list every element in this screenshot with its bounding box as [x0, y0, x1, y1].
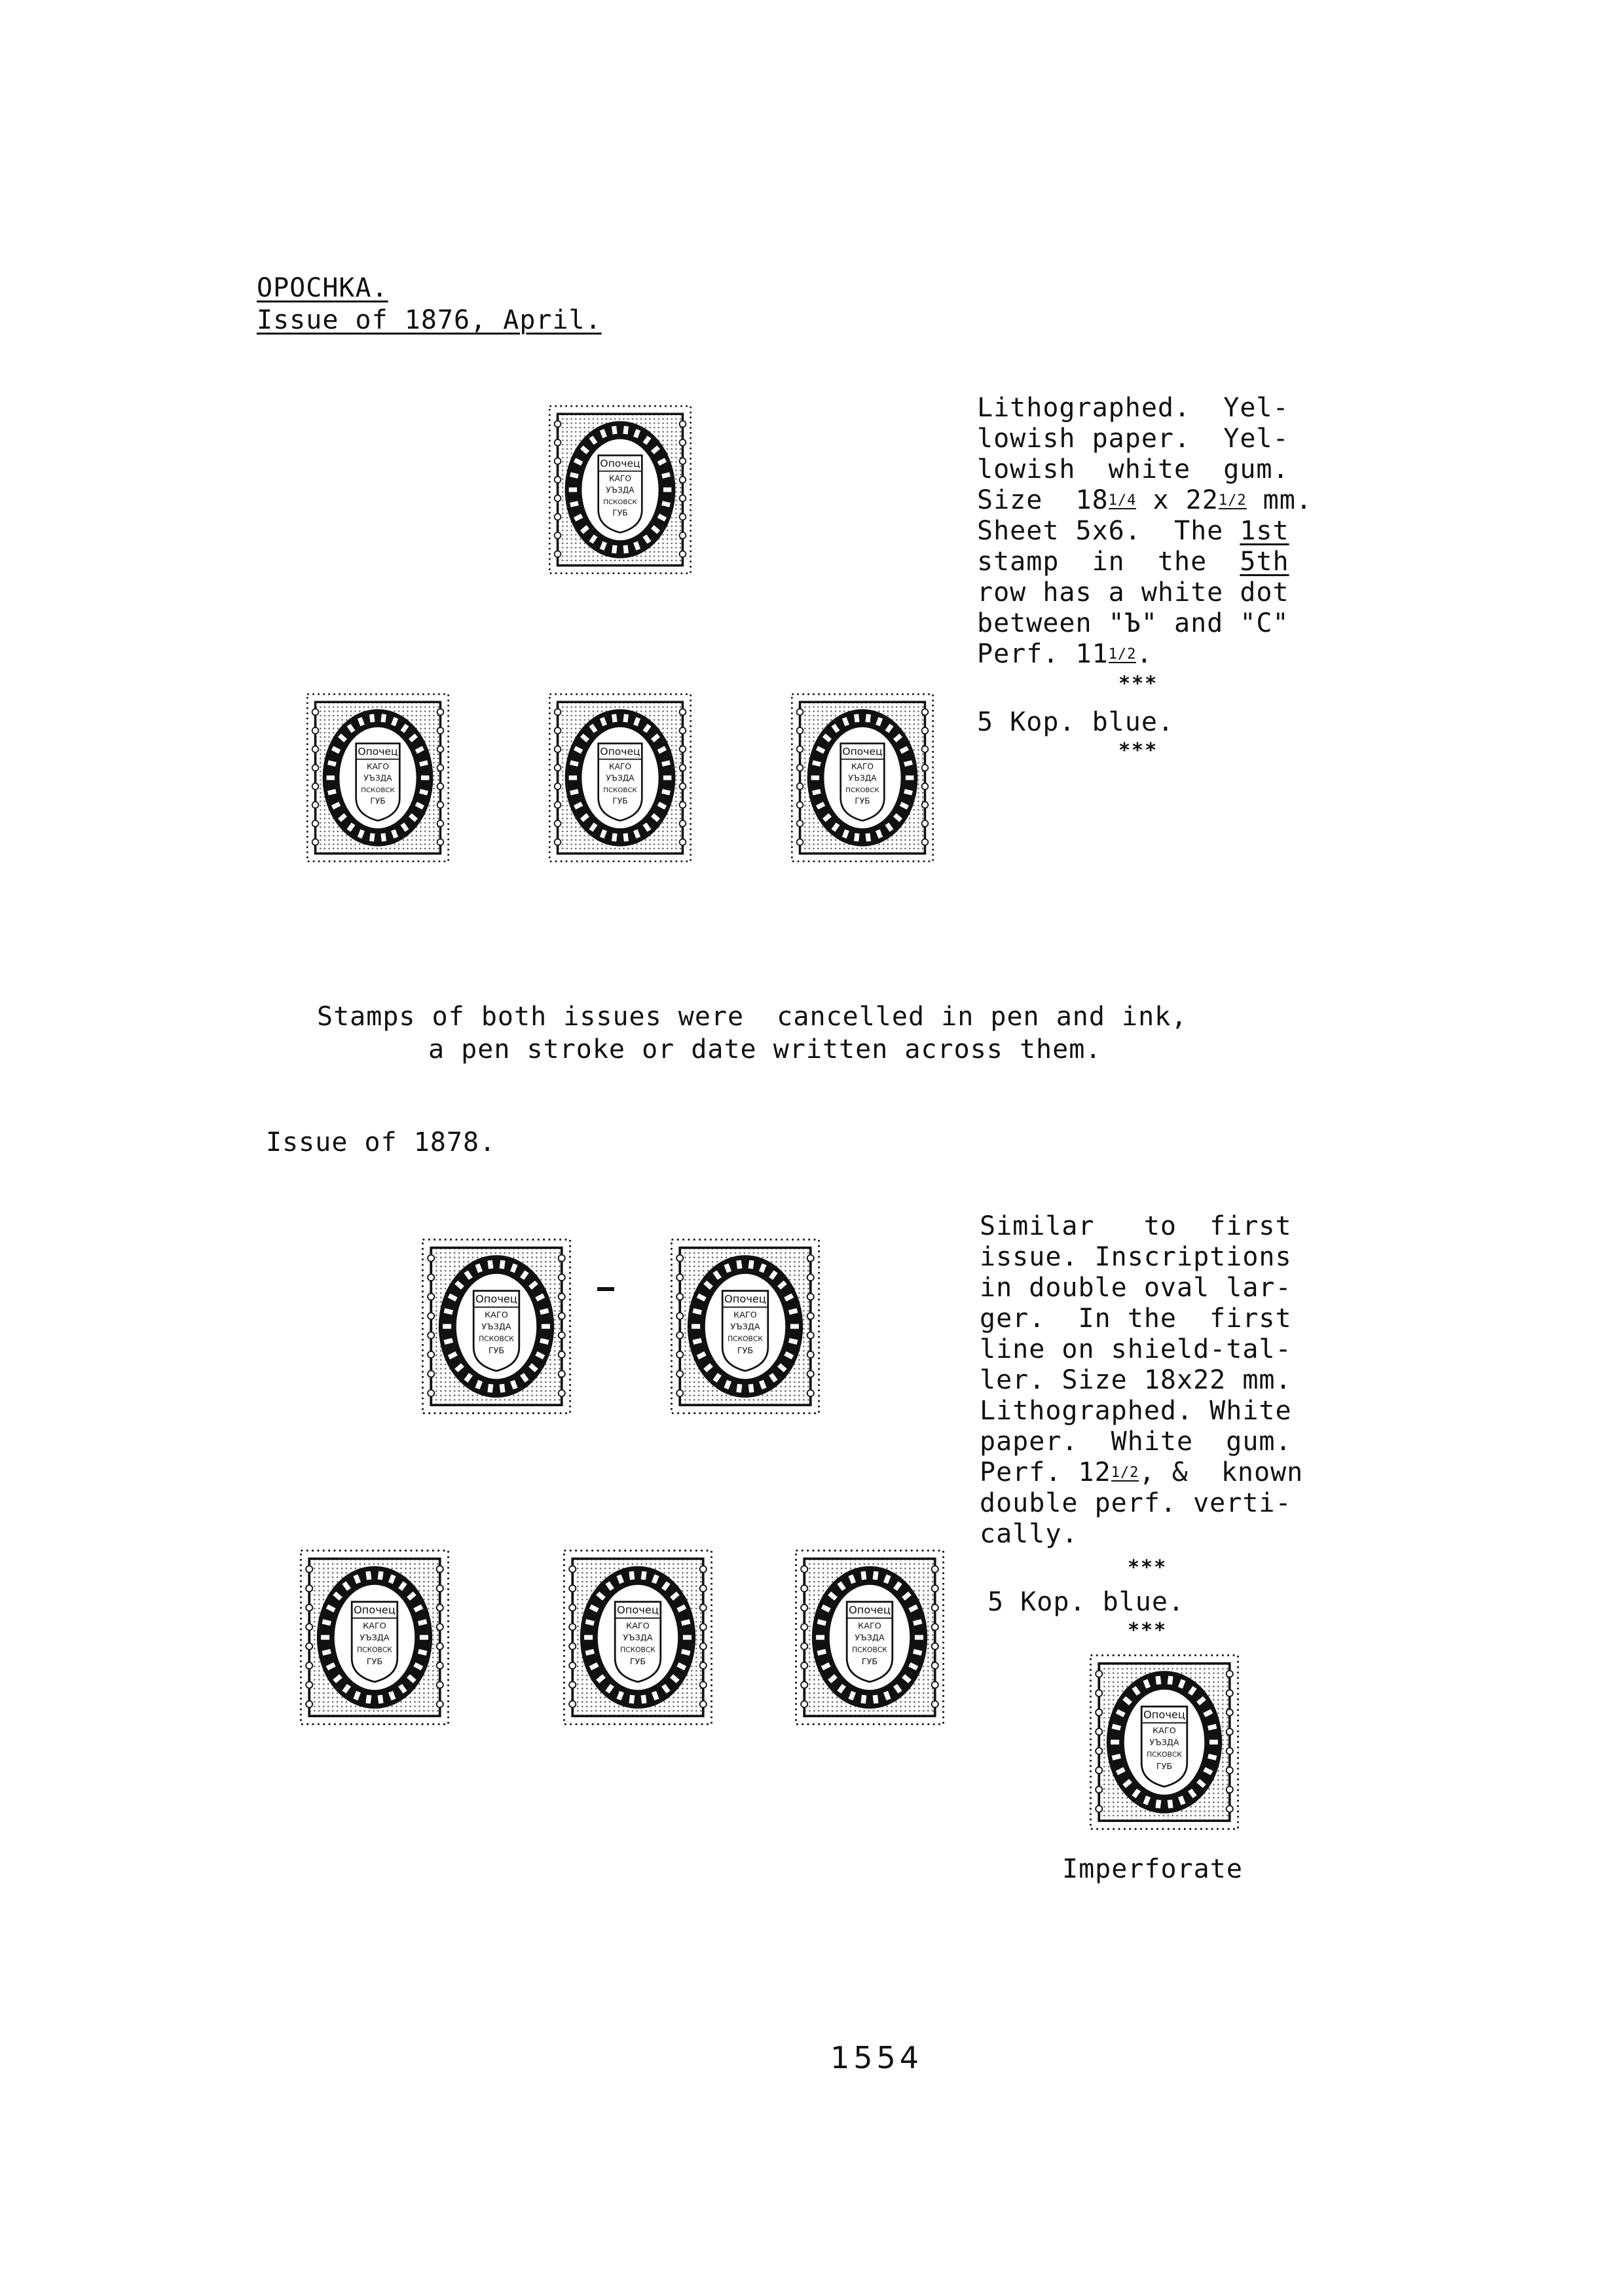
stamp-picture — [305, 692, 451, 864]
svg-text:ГУБ: ГУБ — [612, 796, 628, 806]
stamp-picture — [794, 1548, 946, 1726]
perf-suffix: . — [1136, 639, 1153, 669]
svg-text:ГУБ: ГУБ — [1156, 1760, 1173, 1771]
svg-text:ГУБ: ГУБ — [612, 508, 628, 518]
stamp-picture — [547, 692, 693, 864]
desc-perf-line — [977, 639, 1153, 670]
size-prefix: Size 18 — [977, 485, 1109, 515]
page-number: 1554 — [830, 2040, 923, 2075]
svg-text:КАГО: КАГО — [608, 473, 632, 483]
desc-line: between "Ъ" and "C" — [977, 608, 1289, 638]
cancellation-note-line-2: a pen stroke or date written across them. — [428, 1034, 1102, 1065]
stamp-1878-top-right — [669, 1237, 821, 1415]
svg-text:Опочец: Опочец — [600, 458, 640, 470]
desc-size-line — [977, 485, 1312, 516]
size-width-fraction — [1109, 494, 1137, 509]
desc-line: ler. Size 18x22 mm. — [980, 1365, 1292, 1395]
desc-line: cally. — [980, 1519, 1079, 1549]
desc-line: Lithographed. White — [980, 1396, 1292, 1426]
desc-line: double perf. verti- — [980, 1488, 1292, 1518]
sheet-text: Sheet 5x6. The — [977, 516, 1240, 546]
separator-stars: *** — [1118, 672, 1158, 695]
imperforate-caption: Imperforate — [1062, 1854, 1243, 1884]
svg-text:КАГО: КАГО — [626, 1620, 650, 1631]
svg-text:ПСКОВСК: ПСКОВСК — [603, 786, 637, 794]
perf-prefix: Perf. 11 — [977, 639, 1109, 669]
size-suffix: mm. — [1246, 485, 1312, 515]
svg-text:КАГО: КАГО — [363, 1620, 386, 1631]
desc-line: Similar to first — [980, 1211, 1292, 1241]
desc-line: issue. Inscriptions — [980, 1242, 1292, 1272]
svg-text:ПСКОВСК: ПСКОВСК — [479, 1335, 514, 1343]
svg-text:ПСКОВСК: ПСКОВСК — [603, 498, 637, 506]
fraction-text: 1/2 — [1108, 646, 1137, 663]
svg-text:Опочец: Опочец — [617, 1603, 659, 1616]
desc-line: lowish white gum. — [977, 454, 1289, 484]
fraction-text: 1/2 — [1218, 492, 1247, 509]
stamp-1878-top-left — [420, 1237, 572, 1415]
stamp-1878-bottom-center — [562, 1548, 714, 1726]
desc-line: ger. In the first — [980, 1303, 1292, 1334]
svg-text:Опочец: Опочец — [849, 1603, 891, 1616]
stamp-picture — [790, 692, 935, 864]
stamp-1876-top — [547, 404, 693, 575]
svg-text:КАГО: КАГО — [1153, 1725, 1176, 1736]
desc-perf-line — [980, 1457, 1303, 1488]
svg-text:Опочец: Опочец — [1143, 1708, 1185, 1721]
stamp-picture — [669, 1237, 821, 1415]
stamp-1876-center — [547, 692, 693, 864]
svg-text:КАГО: КАГО — [608, 761, 632, 771]
svg-text:УЪЗДА: УЪЗДА — [360, 1632, 390, 1643]
svg-text:ГУБ: ГУБ — [366, 1656, 383, 1666]
issue-1876-heading: Issue of 1876, April. — [257, 305, 602, 335]
desc-line: paper. White gum. — [980, 1427, 1292, 1457]
page-title: OPOCHKA. — [257, 273, 388, 303]
fraction-text: 1/2 — [1111, 1465, 1139, 1481]
issue-1878-heading: Issue of 1878. — [266, 1127, 496, 1157]
svg-text:УЪЗДА: УЪЗДА — [730, 1321, 760, 1332]
separator-stars: *** — [1128, 1556, 1168, 1579]
svg-text:ПСКОВСК: ПСКОВСК — [361, 786, 395, 794]
cancellation-note-line-1: Stamps of both issues were cancelled in pen and ink, — [317, 1002, 1188, 1032]
svg-text:ГУБ: ГУБ — [861, 1656, 878, 1666]
svg-text:ПСКОВСК: ПСКОВСК — [728, 1335, 763, 1343]
svg-text:ГУБ: ГУБ — [855, 796, 870, 806]
svg-text:Опочец: Опочец — [358, 746, 398, 758]
fraction-text: 1/4 — [1108, 492, 1137, 509]
stamp-1876-left — [305, 692, 451, 864]
desc-line: lowish paper. Yel- — [977, 424, 1289, 454]
issue-1878-value: 5 Kop. blue. — [987, 1587, 1185, 1617]
stamp-picture — [299, 1548, 451, 1726]
svg-text:КАГО: КАГО — [366, 761, 390, 771]
separator-stars: *** — [1118, 739, 1158, 762]
size-mid: x 22 — [1136, 485, 1219, 515]
desc-sheet-line — [977, 516, 1289, 547]
svg-text:ПСКОВСК: ПСКОВСК — [1147, 1751, 1182, 1759]
desc-stamp-line — [977, 547, 1289, 577]
svg-text:УЪЗДА: УЪЗДА — [481, 1321, 511, 1332]
svg-text:УЪЗДА: УЪЗДА — [606, 485, 635, 495]
svg-text:УЪЗДА: УЪЗДА — [606, 773, 635, 783]
svg-text:ПСКОВСК: ПСКОВСК — [852, 1646, 887, 1654]
desc-line: line on shield-tal- — [980, 1334, 1292, 1364]
desc-line: Lithographed. Yel- — [977, 393, 1289, 423]
first-ordinal: 1st — [1240, 516, 1289, 546]
svg-text:КАГО: КАГО — [858, 1620, 881, 1631]
stamp-in-the: stamp in the — [977, 547, 1240, 577]
svg-text:ГУБ: ГУБ — [370, 796, 386, 806]
svg-text:УЪЗДА: УЪЗДА — [848, 773, 877, 783]
svg-text:Опочец: Опочец — [475, 1292, 517, 1305]
stamp-picture — [420, 1237, 572, 1415]
fifth-ordinal: 5th — [1240, 547, 1289, 577]
stamp-1878-bottom-left — [299, 1548, 451, 1726]
separator-stars: *** — [1128, 1619, 1168, 1642]
svg-text:КАГО: КАГО — [485, 1309, 508, 1320]
stamp-picture — [562, 1548, 714, 1726]
svg-text:ПСКОВСК: ПСКОВСК — [357, 1646, 392, 1654]
svg-text:ПСКОВСК: ПСКОВСК — [845, 786, 879, 794]
stamp-picture — [547, 404, 693, 575]
svg-text:Опочец: Опочец — [354, 1603, 396, 1616]
svg-text:Опочец: Опочец — [600, 746, 640, 758]
desc-line: in double oval lar- — [980, 1273, 1292, 1303]
svg-text:УЪЗДА: УЪЗДА — [623, 1632, 653, 1643]
stamp-1878-imperforate — [1088, 1653, 1240, 1831]
desc-line: row has a white dot — [977, 577, 1289, 608]
perf-prefix: Perf. 12 — [980, 1457, 1111, 1487]
svg-text:УЪЗДА: УЪЗДА — [855, 1632, 885, 1643]
stamp-1878-bottom-right — [794, 1548, 946, 1726]
svg-text:Опочец: Опочец — [724, 1292, 766, 1305]
stamp-picture — [1088, 1653, 1240, 1831]
svg-text:КАГО: КАГО — [851, 761, 874, 771]
dash-mark — [597, 1287, 614, 1291]
perf-fraction — [1111, 1466, 1139, 1482]
issue-1876-value: 5 Kop. blue. — [977, 707, 1174, 737]
stamp-1876-right — [790, 692, 935, 864]
svg-text:Опочец: Опочец — [842, 746, 883, 758]
perf-suffix: , & known — [1139, 1457, 1304, 1487]
size-height-fraction — [1219, 494, 1247, 509]
perf-fraction — [1109, 647, 1137, 663]
svg-text:ГУБ: ГУБ — [488, 1345, 505, 1355]
svg-text:УЪЗДА: УЪЗДА — [1149, 1737, 1179, 1747]
svg-text:КАГО: КАГО — [733, 1309, 757, 1320]
svg-text:УЪЗДА: УЪЗДА — [363, 773, 392, 783]
svg-text:ГУБ: ГУБ — [629, 1656, 646, 1666]
svg-text:ГУБ: ГУБ — [737, 1345, 754, 1355]
svg-text:ПСКОВСК: ПСКОВСК — [620, 1646, 655, 1654]
